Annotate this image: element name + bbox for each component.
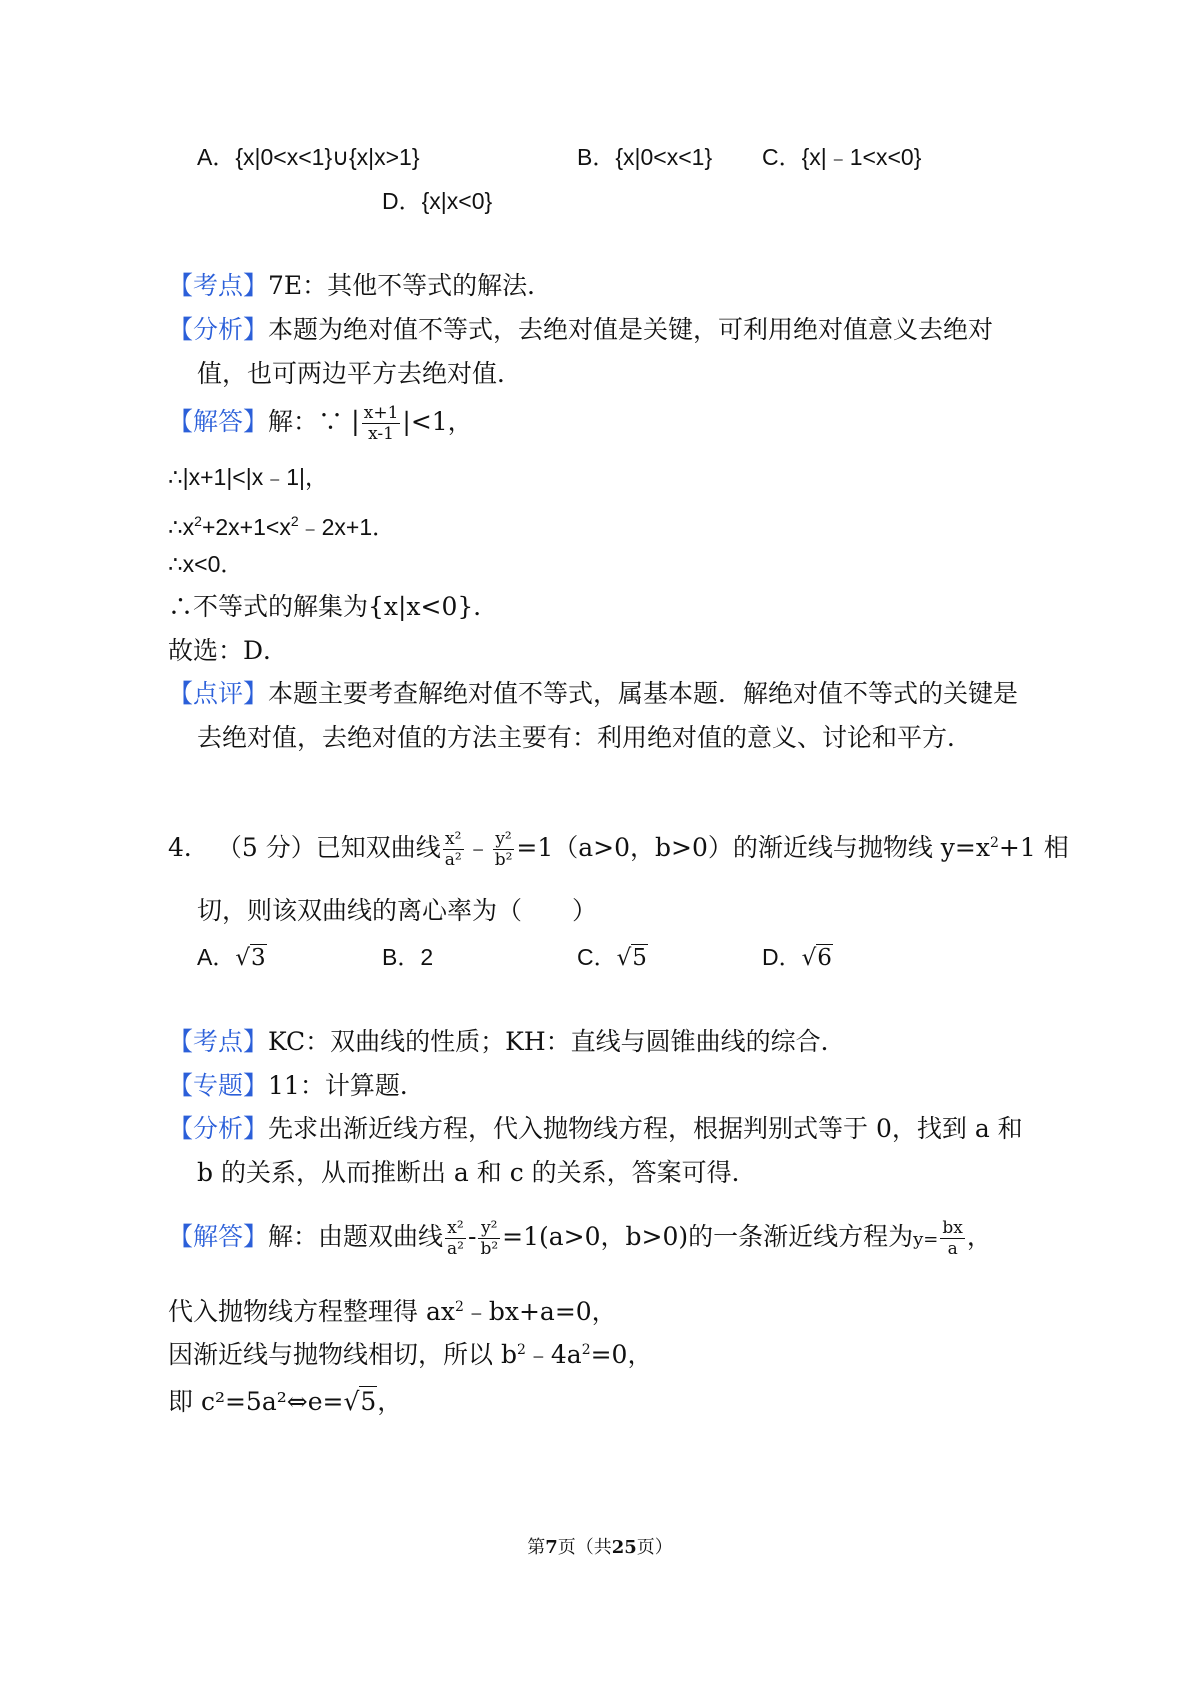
jieda-prefix: 解：∵	[268, 407, 344, 436]
jieda-frac-bx: $\frac{bx}{a}$	[942, 1218, 963, 1259]
q3-dianping	[168, 677, 1018, 711]
q3-option-d: D．{x|x<0}	[382, 188, 493, 214]
q4-number: 4．	[168, 833, 209, 862]
fenxi-tag: 【分析】	[168, 315, 269, 344]
q3-option-c: C．{x|﹣1<x<0}	[762, 144, 922, 170]
dianping-line1: 本题主要考查解绝对值不等式，属基本题．解绝对值不等式的关键是	[268, 679, 1019, 708]
zhuanti-tag: 【专题】	[168, 1071, 269, 1100]
q4-frac-y: $\frac{\text{y²}}{\text{b²}}$	[494, 829, 513, 870]
q3-jieda: 【解答】解：∵ | $\frac{x+1}{x-1}$ |<1，	[168, 403, 473, 444]
kaodian-tag: 【考点】	[168, 271, 269, 300]
jieda-tag: 【解答】	[168, 1222, 269, 1251]
q3-step1: ∴|x+1|<|x﹣1|，	[168, 464, 328, 490]
jieda-tag: 【解答】	[168, 407, 269, 436]
dianping-tag: 【点评】	[168, 679, 269, 708]
jieda-prefix: 解：由题双曲线	[268, 1222, 444, 1251]
q3-kaodian	[168, 269, 552, 303]
q4-step3: 即 c²=5a²⇔e=√5，	[168, 1387, 403, 1416]
q4-frac-x: $\frac{\text{x²}}{\text{a²}}$	[444, 829, 462, 870]
q4-step1: 代入抛物线方程整理得 $ax^2﹣bx+a=0$，	[168, 1297, 617, 1326]
q3-choice: 故选：D．	[168, 636, 289, 665]
q4-cond: =1（a>0，b>0）的渐近线与抛物线 y=x	[516, 833, 990, 862]
q3-step3: ∴x<0．	[168, 551, 244, 577]
kaodian-text: KC：双曲线的性质；KH：直线与圆锥曲线的综合．	[268, 1027, 846, 1056]
q3-option-b: B．{x|0<x<1}	[577, 144, 713, 170]
fenxi-tag: 【分析】	[168, 1114, 269, 1143]
q4-option-c: C．√5	[577, 944, 647, 971]
q3-step2: $\therefore x^2+2x+1<x^2﹣2x+1$．	[168, 513, 396, 540]
q4-option-a: A．√3	[197, 944, 266, 971]
jieda-frac-y: $\frac{\text{y²}}{\text{b²}}$	[480, 1218, 499, 1259]
q4-stem-line2: 切，则该双曲线的离心率为（ ）	[197, 896, 598, 925]
q4-option-b: B．2	[382, 944, 434, 970]
q4-step2: 因渐近线与抛物线相切，所以 $b^2﹣4a^2=0$，	[168, 1340, 653, 1369]
jieda-mid: =1(a>0，b>0)的一条渐近线方程为	[502, 1222, 914, 1251]
q4-fenxi-line2: b 的关系，从而推断出 a 和 c 的关系，答案可得．	[197, 1158, 757, 1187]
q3-option-a: A．{x|0<x<1}∪{x|x>1}	[197, 144, 420, 170]
q4-jieda: 【解答】解：由题双曲线 $\frac{\text{x²}}{\text{a²}}$ - $\frac{\text{y²}}{\text{b²}}$ =1(a>0，b>0)的一条渐近线方程为y= $\frac{bx}{a}$ ，	[168, 1218, 992, 1259]
page-footer: 第7页（共25页）	[527, 1537, 673, 1558]
zhuanti-text: 11：计算题．	[268, 1071, 425, 1100]
q4-fenxi	[168, 1112, 1023, 1146]
page-total: 25	[611, 1537, 637, 1558]
q3-dianping-line2: 去绝对值，去绝对值的方法主要有：利用绝对值的意义、讨论和平方．	[197, 723, 973, 752]
q3-fenxi-line2: 值，也可两边平方去绝对值．	[197, 359, 523, 388]
fenxi-line1: 本题为绝对值不等式，去绝对值是关键，可利用绝对值意义去绝对	[268, 315, 994, 344]
q4-stem: 4． （5 分）已知双曲线 $\frac{\text{x²}}{\text{a²}}$ ﹣ $\frac{\text{y²}}{\text{b²}}$ =1（a>0，b>0）的渐近线与抛物线 $y=x^2+1$ 相	[168, 829, 1069, 870]
kaodian-tag: 【考点】	[168, 1027, 269, 1056]
q4-kaodian	[168, 1025, 846, 1059]
q4-score: （5 分）已知双曲线	[216, 833, 441, 862]
jieda-frac-x: $\frac{\text{x²}}{\text{a²}}$	[447, 1218, 464, 1259]
jieda-suffix: |<1，	[402, 407, 473, 436]
q4-zhuanti	[168, 1069, 425, 1103]
q3-step4: ∴不等式的解集为{x|x<0}．	[168, 592, 499, 621]
q4-option-d: D．√6	[762, 944, 832, 971]
fenxi-line1: 先求出渐近线方程，代入抛物线方程，根据判别式等于 0，找到 a 和	[268, 1114, 1023, 1143]
q3-fenxi	[168, 313, 993, 347]
abs-fraction: $\frac{x+1}{x-1}$	[363, 403, 399, 444]
kaodian-text: 7E：其他不等式的解法．	[268, 271, 553, 300]
page-number: 7	[545, 1537, 558, 1558]
